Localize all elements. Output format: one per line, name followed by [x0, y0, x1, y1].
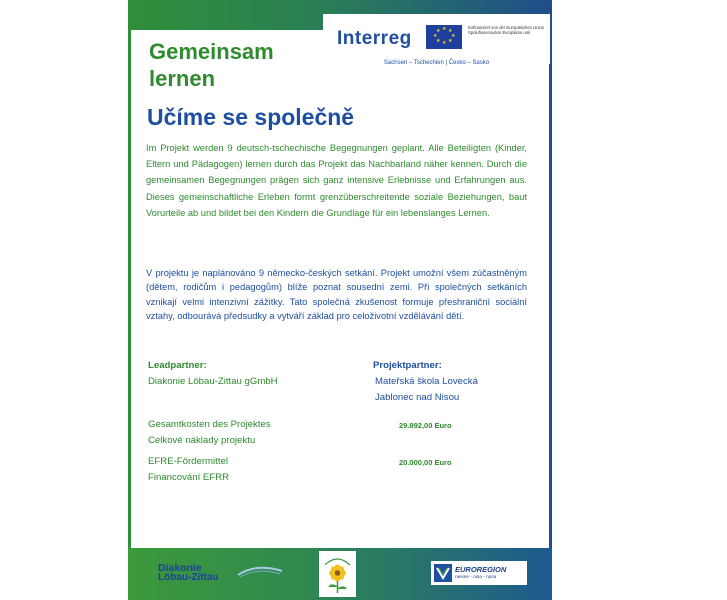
poster-page: [128, 0, 552, 600]
projectpartner-name-2: Jablonec nad Nisou: [375, 392, 460, 403]
total-cost-value: 29.892,00 Euro: [399, 421, 452, 430]
title-czech: Učíme se společně: [147, 104, 355, 130]
efre-label-de: EFRE-Fördermittel: [148, 456, 228, 467]
interreg-wordmark: Interreg: [337, 28, 412, 49]
euroregion-icon: [434, 564, 452, 582]
paragraph-german: Im Projekt werden 9 deutsch-tschechische Begegnungen geplant. Alle Beteiligten (Kinder, Eltern und Pädagogen) lernen durch das Projekt das Nachbarland näher kennen. Durch die gemeinsamen Begegnungen prägen sich ganz intensive Erlebnisse und Erfahrungen aus. Dieses gemeinschaftliche Erleben formt grenzüberschreitende soziale Beziehungen, baut Vorurteile ab und bildet bei den Kindern die Grundlage für ein lebenslanges Lernen.: [146, 143, 527, 218]
leadpartner-name: Diakonie Löbau-Zittau gGmbH: [148, 376, 278, 387]
flower-icon: [319, 551, 356, 597]
eu-flag-icon: ★ ★ ★ ★ ★ ★ ★ ★: [426, 25, 462, 49]
region-line: Sachsen – Tschechien | Česko – Sasko: [383, 60, 490, 66]
diakonie-logo-line-2: Löbau-Zittau: [158, 572, 219, 583]
left-border: [128, 30, 131, 548]
euroregion-subtitle: neisse - nisa - nysa: [455, 575, 497, 580]
projectpartner-name-1: Mateřská škola Lovecká: [375, 376, 478, 387]
projectpartner-label: Projektpartner:: [373, 360, 442, 371]
interreg-logo: [323, 14, 550, 64]
efre-label-cz: Financování EFRR: [148, 472, 230, 483]
diakonie-logo-line-1: Diakonie: [158, 562, 202, 574]
leadpartner-label: Leadpartner:: [148, 360, 207, 371]
eu-cofinance-text: Kofinanziert von der Europäischen Union Spolufinancováno Evropskou unií: [468, 25, 545, 35]
euroregion-title: EUROREGION: [455, 565, 507, 574]
efre-value: 20.000,00 Euro: [399, 458, 452, 467]
swoosh-icon: [236, 565, 284, 579]
paragraph-czech: V projektu je naplánováno 9 německo-českých setkání. Projekt umožní všem zúčastněným (dětem, rodičům i pedagogům) blíže poznat sousední zemi. Při společných setkáních vznikají velmi intenzivní zážitky. Tato společná zkušenost formuje přeshraniční sociální vztahy, odbourává předsudky a vytváří základ pro celoživotní vzdělávání dětí.: [146, 268, 527, 321]
title-german-line-1: Gemeinsam: [149, 39, 274, 64]
kindergarten-flower-logo: [319, 551, 356, 597]
euroregion-logo: [431, 561, 527, 585]
total-cost-label-cz: Celkové náklady projektu: [148, 435, 256, 446]
diakonie-logo: [158, 563, 219, 583]
title-german: [149, 38, 274, 92]
total-cost-label-de: Gesamtkosten des Projektes: [148, 419, 271, 430]
right-border: [549, 30, 552, 548]
title-german-line-2: lernen: [149, 66, 216, 91]
